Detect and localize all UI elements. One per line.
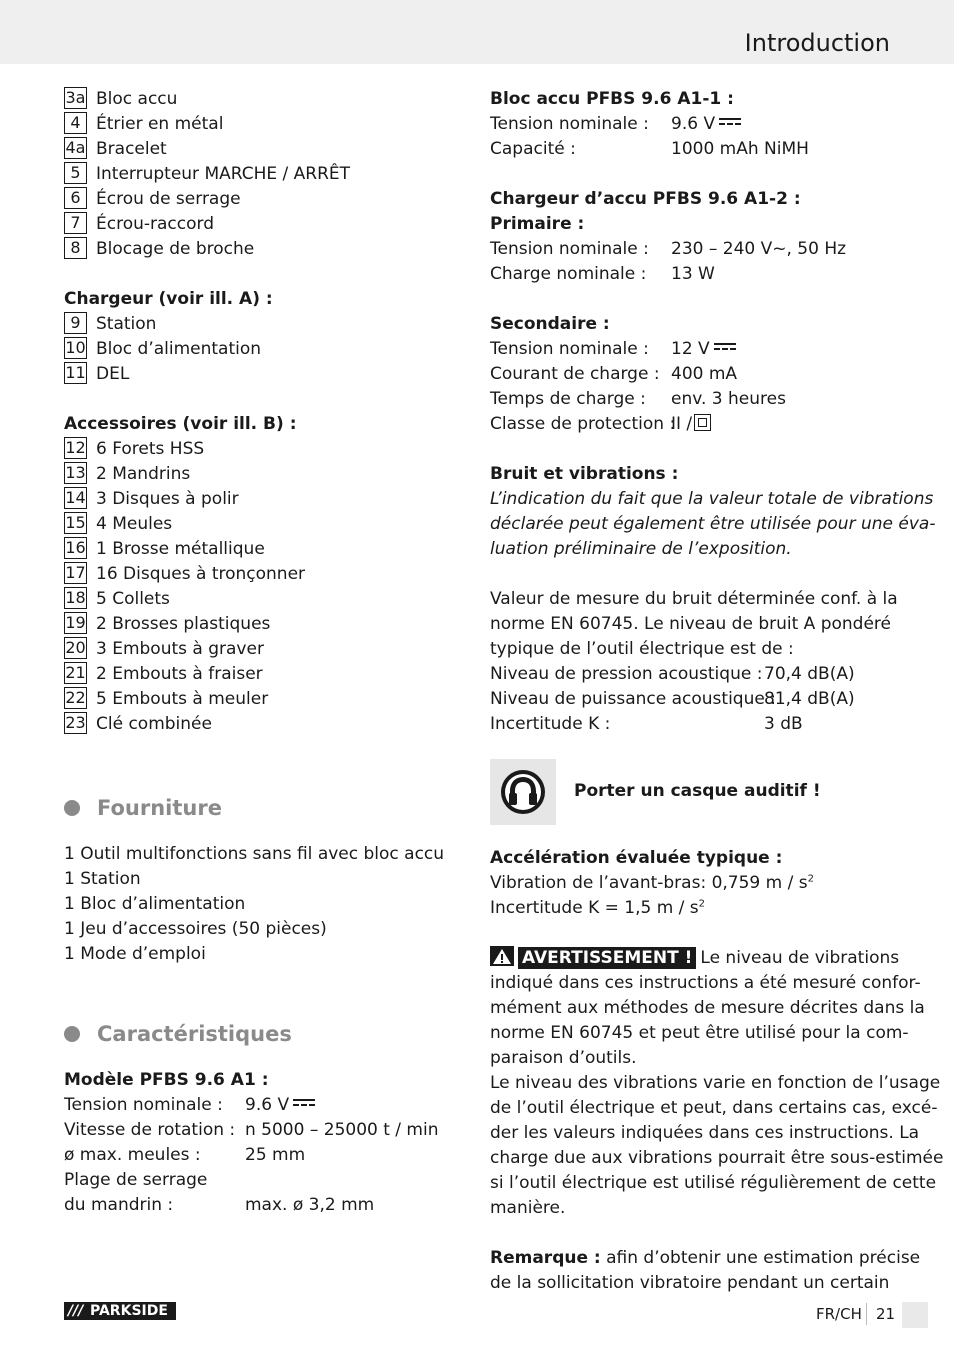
spec-key: Vitesse de rotation : [64,1120,236,1140]
part-number: 19 [65,613,86,632]
noise-section [490,462,936,825]
noise-italic-line: déclarée peut également être utilisée pour une éva- [490,514,936,534]
noise-line: norme EN 60745. Le niveau de bruit A pondéré [490,614,892,634]
part-number: 13 [65,463,86,482]
list-item [64,537,444,562]
charger-heading: Chargeur (voir ill. A) : [64,289,273,309]
warning-line: indiqué dans ces instructions a été mesuré confor- [490,973,921,993]
part-label: Blocage de broche [96,239,255,259]
spec-value: 1000 mAh NiMH [671,139,809,159]
part-number: 14 [65,488,86,507]
part-label: Écrou-raccord [96,214,214,234]
remark-first-line [490,1246,921,1271]
brand-logo [64,1302,176,1320]
list-item [64,187,444,212]
part-number: 12 [65,438,86,457]
warning-triangle-icon [490,946,514,966]
list-item [64,612,444,637]
acceleration-text: Vibration de l’avant-bras: 0,759 m / s [490,873,808,893]
list-item [64,637,444,662]
list-item [64,437,444,462]
list-item: 1 Station [64,869,141,889]
list-item [64,112,444,137]
part-label: 1 Brosse métallique [96,539,265,559]
part-number: 4a [65,138,86,157]
list-item: 1 Jeu d’accessoires (50 pièces) [64,919,327,939]
dc-symbol-icon [714,343,736,351]
primary-heading: Primaire : [490,214,585,234]
spec-key: Incertitude K : [490,714,611,734]
part-label: 2 Mandrins [96,464,191,484]
spec-value: 12 V [671,339,710,359]
list-item [64,712,444,737]
part-number: 11 [65,363,86,382]
acceleration-line [490,871,900,896]
ear-protection-text: Porter un casque auditif ! [574,781,821,801]
list-item [64,162,444,187]
part-label: 4 Meules [96,514,173,534]
spec-key: Tension nominale : [490,239,649,259]
part-label: Bloc d’alimentation [96,339,262,359]
left-column [64,87,444,1218]
spec-row [490,112,900,137]
part-number: 18 [65,588,86,607]
spec-key: Charge nominale : [490,264,647,284]
part-number: 15 [65,513,86,532]
spec-key: du mandrin : [64,1195,174,1215]
page-title: Introduction [744,29,890,57]
page-number: 21 [876,1305,896,1323]
secondary-heading: Secondaire : [490,314,610,334]
part-number: 23 [65,713,86,732]
part-number: 5 [64,162,87,184]
part-label: 5 Embouts à meuler [96,689,269,709]
warning-line: paraison d’outils. [490,1048,637,1068]
charger-section [64,287,444,387]
part-number: 10 [65,338,86,357]
list-item [64,312,444,337]
brand-name: PARKSIDE [90,1303,168,1319]
parts-list [64,87,444,262]
list-item [64,362,444,387]
warning-line: Le niveau des vibrations varie en fonction de l’usage [490,1073,941,1093]
part-label: 2 Brosses plastiques [96,614,271,634]
superscript: 2 [698,898,706,910]
part-number: 21 [65,663,86,682]
part-number: 9 [64,312,87,334]
model-specs [64,1068,444,1218]
acceleration-line [490,896,900,921]
spec-row [490,262,900,287]
remark-line: de la sollicitation vibratoire pendant un certain [490,1273,890,1293]
charger-specs-heading: Chargeur d’accu PFBS 9.6 A1-2 : [490,189,801,209]
warning-line: de l’outil électrique et peut, dans certains cas, excé- [490,1098,938,1118]
acceleration-text: Incertitude K = 1,5 m / s [490,898,699,918]
noise-line: Valeur de mesure du bruit déterminée conf. à la [490,589,898,609]
noise-line: typique de l’outil électrique est de : [490,639,794,659]
list-item [64,137,444,162]
part-number: 4 [64,112,87,134]
spec-value: n 5000 – 25000 t / min [245,1120,439,1140]
list-item: 1 Outil multifonctions sans fil avec bloc accu [64,844,445,864]
part-number: 3a [65,88,86,107]
spec-key: Niveau de puissance acoustique : [490,689,776,709]
part-label: 5 Collets [96,589,170,609]
part-label: Écrou de serrage [96,189,241,209]
list-item [64,487,444,512]
list-item [64,87,444,112]
dc-symbol-icon [719,118,741,126]
noise-italic-line: luation préliminaire de l’exposition. [490,539,792,559]
spec-row [490,687,900,712]
spec-row [64,1118,444,1143]
list-item [64,462,444,487]
list-item [64,237,444,262]
list-item: 1 Mode d’emploi [64,944,206,964]
list-item [64,587,444,612]
part-number: 7 [64,212,87,234]
logo-slashes-icon: /// [68,1303,84,1319]
spec-row [64,1093,444,1118]
noise-heading: Bruit et vibrations : [490,464,679,484]
spec-value: 25 mm [245,1145,306,1165]
warning-line: si l’outil électrique est utilisé régulièrement de cette [490,1173,937,1193]
spec-key: Tension nominale : [490,114,649,134]
spec-row [490,387,900,412]
accessories-section [64,412,444,737]
remark-section [490,1246,921,1296]
part-label: Clé combinée [96,714,212,734]
spec-value: 3 dB [764,714,803,734]
spec-row [490,412,900,437]
spec-value: II / [671,414,693,434]
model-heading: Modèle PFBS 9.6 A1 : [64,1070,269,1090]
spec-value: 81,4 dB(A) [764,689,855,709]
spec-value: 230 – 240 V~, 50 Hz [671,239,847,259]
remark-label: Remarque : [490,1248,601,1268]
warning-line: manière. [490,1198,566,1218]
right-column [490,87,944,1296]
spec-row [64,1143,444,1168]
part-label: Bracelet [96,139,167,159]
spec-key: Courant de charge : [490,364,660,384]
part-number: 20 [65,638,86,657]
spec-row [490,337,900,362]
spec-key: Niveau de pression acoustique : [490,664,763,684]
part-number: 17 [65,563,86,582]
list-item [64,212,444,237]
footer-language: FR/CH [816,1305,862,1323]
spec-value: 13 W [671,264,715,284]
part-number: 8 [64,237,87,259]
spec-value: 70,4 dB(A) [764,664,855,684]
battery-heading: Bloc accu PFBS 9.6 A1-1 : [490,89,734,109]
remark-text: afin d’obtenir une estimation précise [606,1248,921,1268]
part-label: Station [96,314,157,334]
warning-section [490,946,944,1221]
footer-divider [866,1303,867,1325]
part-label: Interrupteur MARCHE / ARRÊT [96,164,351,184]
spec-key: Plage de serrage [64,1170,208,1190]
spec-row [490,712,900,737]
spec-key: Classe de protection : [490,414,676,434]
dc-symbol-icon [293,1099,315,1107]
bullet-icon [64,800,80,816]
warning-text: Le niveau de vibrations [700,948,900,968]
part-number: 22 [65,688,86,707]
part-number: 16 [65,538,86,557]
spec-key: Tension nominale : [490,339,649,359]
part-label: 2 Embouts à fraiser [96,664,263,684]
warning-line: norme EN 60745 et peut être utilisé pour la com- [490,1023,909,1043]
ear-protection-notice [490,759,900,825]
noise-italic-line: L’indication du fait que la valeur totale de vibrations [490,489,934,509]
acceleration-section [490,846,900,921]
warning-line: mément aux méthodes de mesure décrites dans la [490,998,925,1018]
fourniture-heading [64,791,444,825]
spec-row [490,362,900,387]
spec-key: ø max. meules : [64,1145,201,1165]
battery-specs [490,87,900,162]
part-label: 6 Forets HSS [96,439,205,459]
protection-class-icon [694,414,711,431]
warning-line: charge due aux vibrations pourrait être sous-estimée [490,1148,944,1168]
list-item: 1 Bloc d’alimentation [64,894,246,914]
spec-value: 9.6 V [671,114,716,134]
spec-key: Temps de charge : [490,389,646,409]
list-item [64,687,444,712]
warning-line: der les valeurs indiquées dans ces instructions. La [490,1123,920,1143]
list-item [64,337,444,362]
spec-value: 400 mA [671,364,738,384]
spec-key: Tension nominale : [64,1095,223,1115]
list-item [64,662,444,687]
bullet-icon [64,1026,80,1042]
spec-row [490,662,900,687]
part-label: Étrier en métal [96,114,224,134]
caracteristiques-heading [64,1017,444,1051]
warning-first-line [490,946,900,971]
spec-row [64,1168,444,1193]
superscript: 2 [807,873,814,885]
part-label: 3 Disques à polir [96,489,239,509]
warning-label: AVERTISSEMENT ! [518,947,696,969]
part-number: 6 [64,187,87,209]
spec-value: env. 3 heures [671,389,786,409]
accessories-heading: Accessoires (voir ill. B) : [64,414,297,434]
ear-protection-icon [500,769,546,815]
spec-row [490,137,900,162]
ear-icon-box [490,759,556,825]
fourniture-title: Fourniture [97,796,222,820]
part-label: Bloc accu [96,89,178,109]
list-item [64,562,444,587]
spec-key: Capacité : [490,139,576,159]
fourniture-list [64,842,444,967]
spec-row [490,237,900,262]
part-label: 3 Embouts à graver [96,639,264,659]
part-label: 16 Disques à tronçonner [96,564,306,584]
spec-value: max. ø 3,2 mm [245,1195,375,1215]
spec-row [64,1193,444,1218]
spec-value: 9.6 V [245,1095,290,1115]
acceleration-heading: Accélération évaluée typique : [490,848,783,868]
list-item [64,512,444,537]
charger-specs [490,187,900,437]
footer-tab [902,1302,928,1328]
part-label: DEL [96,364,130,384]
caracteristiques-title: Caractéristiques [97,1022,292,1046]
